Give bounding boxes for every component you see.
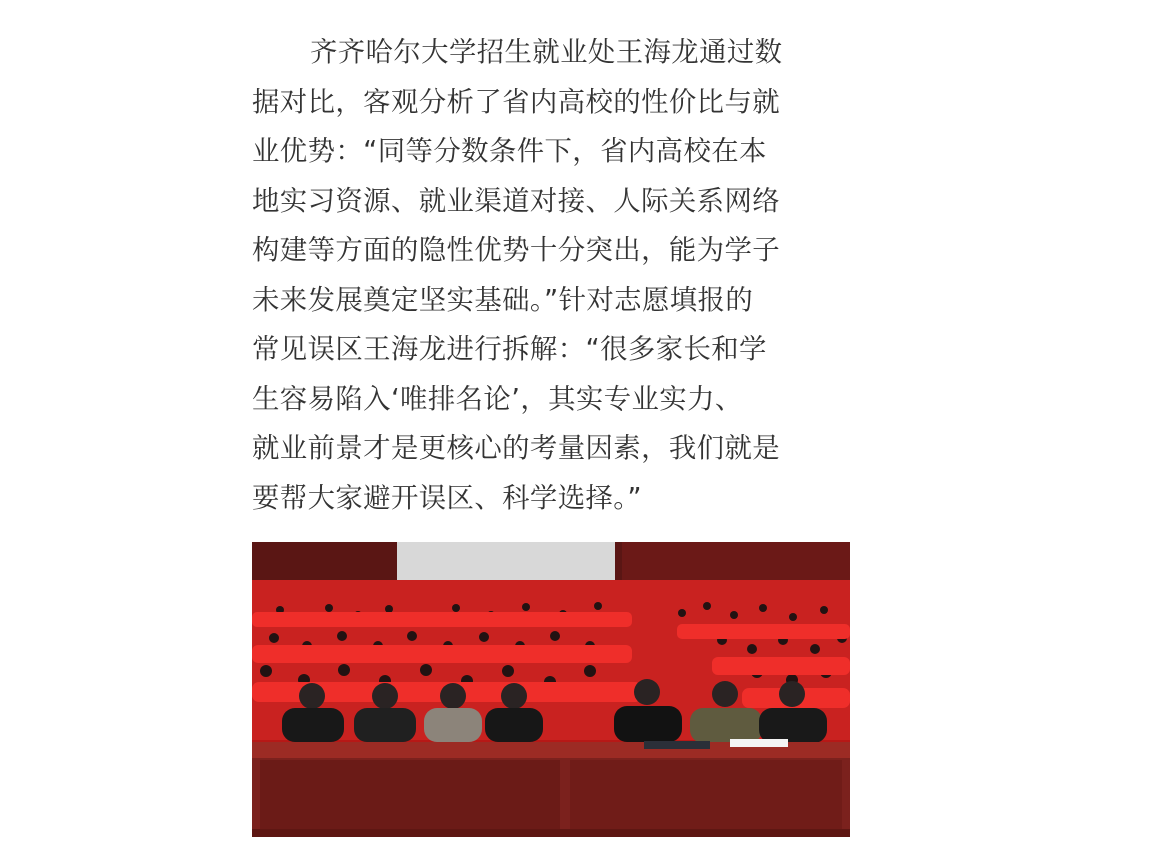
paragraph-line: 就业前景才是更核心的考量因素，我们就是 bbox=[252, 433, 781, 464]
paragraph-line: 生容易陷入‘唯排名论’，其实专业实力、 bbox=[252, 383, 743, 415]
paragraph-line: 构建等方面的隐性优势十分突出，能为学子 bbox=[252, 235, 781, 266]
paragraph-line: 业优势：“同等分数条件下，省内高校在本 bbox=[252, 136, 767, 167]
paragraph-line: 地实习资源、就业渠道对接、人际关系网络 bbox=[252, 185, 781, 217]
paragraph-line: 常见误区王海龙进行拆解：“很多家长和学 bbox=[252, 334, 767, 365]
auditorium-audience-photo bbox=[252, 542, 850, 837]
paragraph-line: 据对比，客观分析了省内高校的性价比与就 bbox=[252, 86, 781, 118]
article-content bbox=[252, 0, 852, 867]
article-paragraph bbox=[252, 28, 832, 523]
paragraph-line: 未来发展奠定坚实基础。”针对志愿填报的 bbox=[252, 284, 754, 316]
paragraph-line: 要帮大家避开误区、科学选择。” bbox=[252, 482, 642, 514]
paragraph-line: 齐齐哈尔大学招生就业处王海龙通过数 bbox=[310, 37, 783, 68]
auditorium-photo-illustration bbox=[252, 542, 850, 837]
